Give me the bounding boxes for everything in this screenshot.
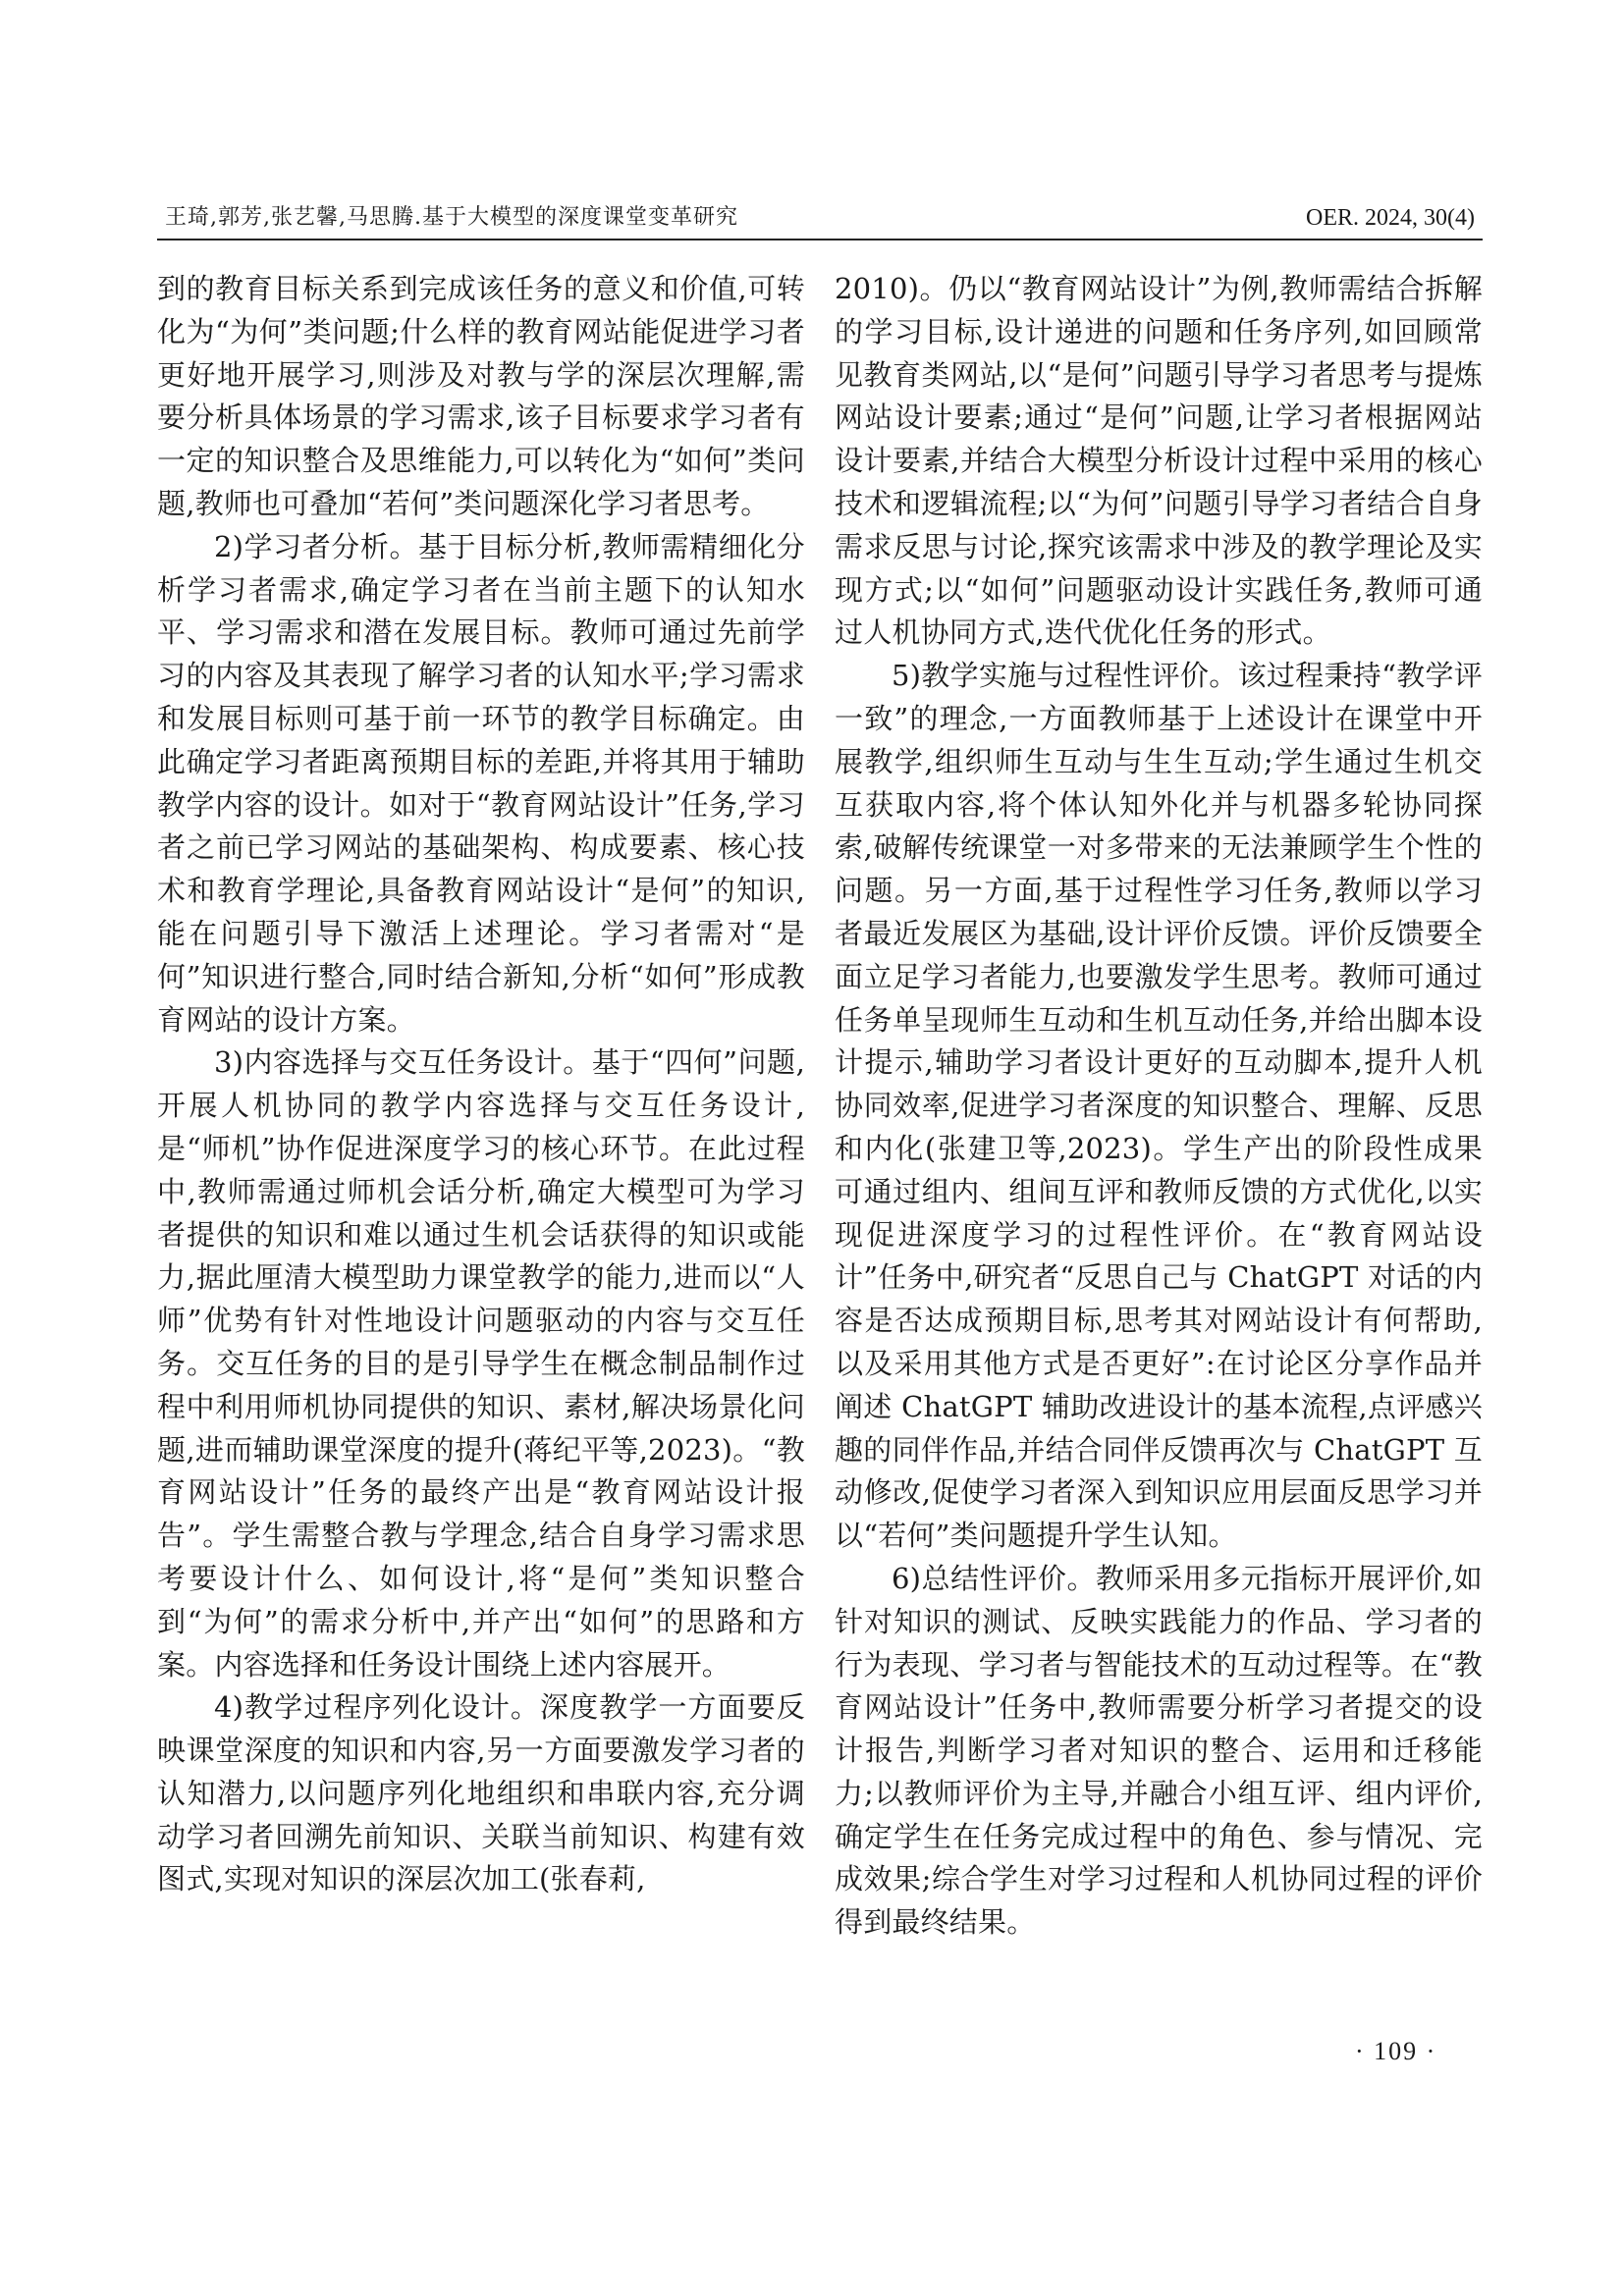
paragraph: 6)总结性评价。教师采用多元指标开展评价,如针对知识的测试、反映实践能力的作品、学习者的行为表现、学习者与智能技术的互动过程等。在“教育网站设计”任务中,教师需要分析学习者提交的设计报告,判断学习者对知识的整合、运用和迁移能力;以教师评价为主导,并融合小组互评、组内评价,确定学生在任务完成过程中的角色、参与情况、完成效果;综合学生对学习过程和人机协同过程的评价得到最终结果。 (835, 1561, 1483, 1940)
paragraph: 3)内容选择与交互任务设计。基于“四何”问题,开展人机协同的教学内容选择与交互任务设计,是“师机”协作促进深度学习的核心环节。在此过程中,教师需通过师机会话分析,确定大模型可为学习者提供的知识和难以通过生机会话获得的知识或能力,据此厘清大模型助力课堂教学的能力,进而以“人师”优势有针对性地设计问题驱动的内容与交互任务。交互任务的目的是引导学生在概念制品制作过程中利用师机协同提供的知识、素材,解决场景化问题,进而辅助课堂深度的提升(蒋纪平等,2023)。“教育网站设计”任务的最终产出是“教育网站设计报告”。学生需整合教与学理念,结合自身学习需求思考要设计什么、如何设计,将“是何”类知识整合到“为何”的需求分析中,并产出“如何”的思路和方案。内容选择和任务设计围绕上述内容展开。 (157, 1045, 805, 1682)
paragraph: 2)学习者分析。基于目标分析,教师需精细化分析学习者需求,确定学习者在当前主题下的认知水平、学习需求和潜在发展目标。教师可通过先前学习的内容及其表现了解学习者的认知水平;学习需求和发展目标则可基于前一环节的教学目标确定。由此确定学习者距离预期目标的差距,并将其用于辅助教学内容的设计。如对于“教育网站设计”任务,学习者之前已学习网站的基础架构、构成要素、核心技术和教育学理论,具备教育网站设计“是何”的知识,能在问题引导下激活上述理论。学习者需对“是何”知识进行整合,同时结合新知,分析“如何”形成教育网站的设计方案。 (157, 529, 805, 1037)
paragraph: 5)教学实施与过程性评价。该过程秉持“教学评一致”的理念,一方面教师基于上述设计在课堂中开展教学,组织师生互动与生生互动;学生通过生机交互获取内容,将个体认知外化并与机器多轮协同探索,破解传统课堂一对多带来的无法兼顾学生个性的问题。另一方面,基于过程性学习任务,教师以学习者最近发展区为基础,设计评价反馈。评价反馈要全面立足学习者能力,也要激发学生思考。教师可通过任务单呈现师生互动和生机互动任务,并给出脚本设计提示,辅助学习者设计更好的互动脚本,提升人机协同效率,促进学习者深度的知识整合、理解、反思和内化(张建卫等,2023)。学生产出的阶段性成果可通过组内、组间互评和教师反馈的方式优化,以实现促进深度学习的过程性评价。在“教育网站设计”任务中,研究者“反思自己与 ChatGPT 对话的内容是否达成预期目标,思考其对网站设计有何帮助,以及采用其他方式是否更好”:在讨论区分享作品并阐述 ChatGPT 辅助改进设计的基本流程,点评感兴趣的同伴作品,并结合同伴反馈再次与 ChatGPT 互动修改,促使学习者深入到知识应用层面反思学习并以“若何”类问题提升学生认知。 (835, 659, 1483, 1553)
paragraph: 4)教学过程序列化设计。深度教学一方面要反映课堂深度的知识和内容,另一方面要激发学习者的认知潜力,以问题序列化地组织和串联内容,充分调动学习者回溯先前知识、关联当前知识、构建有效图式,实现对知识的深层次加工(张春莉, (157, 1690, 805, 1896)
header-citation: 王琦,郭芳,张艺馨,马思腾.基于大模型的深度课堂变革研究 (165, 205, 738, 230)
running-header (157, 203, 1483, 240)
header-journal-info: OER. 2024, 30(4) (1306, 205, 1475, 231)
paragraph: 2010)。仍以“教育网站设计”为例,教师需结合拆解的学习目标,设计递进的问题和任务序列,如回顾常见教育类网站,以“是何”问题引导学习者思考与提炼网站设计要素;通过“是何”问题,让学习者根据网站设计要素,并结合大模型分析设计过程中采用的核心技术和逻辑流程;以“为何”问题引导学习者结合自身需求反思与讨论,探究该需求中涉及的教学理论及实现方式;以“如何”问题驱动设计实践任务,教师可通过人机协同方式,迭代优化任务的形式。 (835, 272, 1483, 650)
left-column (157, 268, 805, 1901)
paragraph: 到的教育目标关系到完成该任务的意义和价值,可转化为“为何”类问题;什么样的教育网站能促进学习者更好地开展学习,则涉及对教与学的深层次理解,需要分析具体场景的学习需求,该子目标要求学习者有一定的知识整合及思维能力,可以转化为“如何”类问题,教师也可叠加“若何”类问题深化学习者思考。 (157, 272, 805, 520)
right-column (835, 268, 1483, 1945)
page-number: · 109 · (1355, 2037, 1437, 2065)
